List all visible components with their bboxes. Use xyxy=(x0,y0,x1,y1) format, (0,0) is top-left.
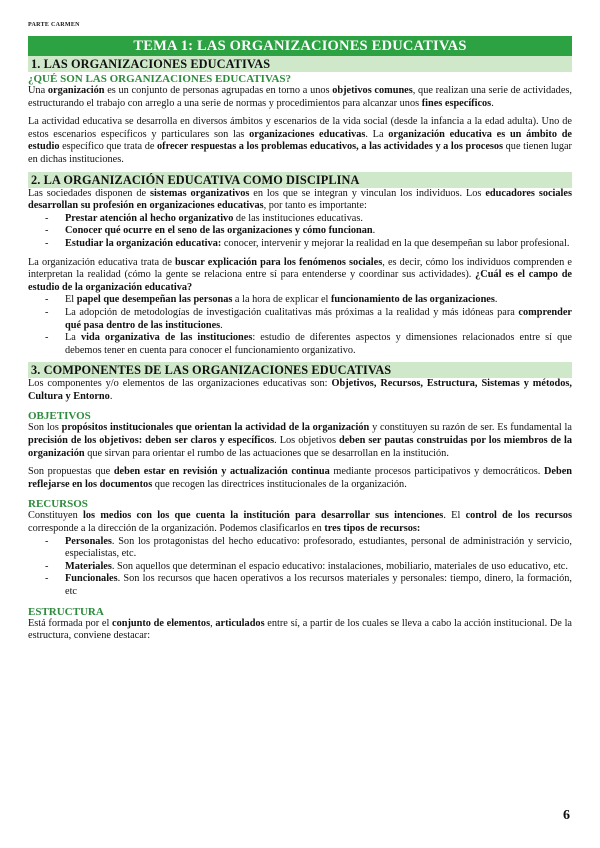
list-item: - Personales. Son los protagonistas del hecho educativo: profesorado, estudiantes, personal de administración y servicio, especialistas, etc. xyxy=(65,536,572,561)
page-content xyxy=(28,36,572,643)
list-item: - Funcionales. Son los recursos que hacen operativos a los recursos materiales y personales: tiempo, dinero, la formación, etc xyxy=(65,573,572,598)
subheading-estructura: ESTRUCTURA xyxy=(28,605,104,618)
list-item: - La adopción de metodologías de investigación cualitativas más próximas a la realidad y más idóneas para comprender qué pasa dentro de las instituciones. xyxy=(65,307,572,332)
paragraph: Una organización es un conjunto de personas agrupadas en torno a unos objetivos comunes, que realizan una serie de actividades, estructurando el trabajo con arreglo a una serie de normas y procedimientos para alcanzar unos fines específicos. xyxy=(28,85,572,109)
list-item: - El papel que desempeñan las personas a la hora de explicar el funcionamiento de las organizaciones. xyxy=(65,294,572,307)
paragraph: La actividad educativa se desarrolla en diversos ámbitos y escenarios de la vida social (desde la infancia a la edad adulta). Uno de estos escenarios específicos y particulares son las organizaciones educativas. La organización educativa es un ámbito de estudio específico que trata de ofrecer respuestas a los problemas educativos, a las actividades y a los procesos que tienen lugar en dichas instituciones. xyxy=(28,116,573,165)
running-header: PARTE CARMEN xyxy=(28,22,80,28)
subheading-recursos: RECURSOS xyxy=(28,498,88,511)
paragraph: Constituyen los medios con los que cuenta la institución para desarrollar sus intenciones. El control de los recursos corresponde a la dirección de la organización. Podemos clasificarlos en tres tipos de recursos: xyxy=(28,510,572,535)
bullet-list xyxy=(28,213,572,251)
list-item: - Estudiar la organización educativa: conocer, intervenir y mejorar la realidad en la que desempeñan su labor profesional. xyxy=(65,238,572,251)
section-heading-1: 1. LAS ORGANIZACIONES EDUCATIVAS xyxy=(28,56,572,72)
paragraph: La organización educativa trata de buscar explicación para los fenómenos sociales, es decir, cómo los individuos comprenden e interpretan la realidad (cómo la gente se relaciona entre sí para entenderse y coordinar sus actividades). ¿Cuál es el campo de estudio de la organización educativa? xyxy=(28,256,572,293)
section-heading-3: 3. COMPONENTES DE LAS ORGANIZACIONES EDUCATIVAS xyxy=(28,362,572,378)
paragraph: Los componentes y/o elementos de las organizaciones educativas son: Objetivos, Recursos, Estructura, Sistemas y métodos, Cultura y Entorno. xyxy=(28,378,572,402)
subheading-que-son: ¿QUÉ SON LAS ORGANIZACIONES EDUCATIVAS? xyxy=(28,73,292,85)
section-heading-2: 2. LA ORGANIZACIÓN EDUCATIVA COMO DISCIPLINA xyxy=(28,172,572,188)
list-item: - La vida organizativa de las instituciones: estudio de diferentes aspectos y dimensiones relacionados entre sí que debemos tener en cuenta para conocer el funcionamiento organizativo. xyxy=(65,332,572,357)
paragraph: Está formada por el conjunto de elementos, articulados entre sí, a partir de los cuales se lleva a cabo la acción institucional. De la estructura, conviene destacar: xyxy=(28,617,572,642)
list-item: - Prestar atención al hecho organizativo de las instituciones educativas. xyxy=(65,213,572,226)
bullet-list xyxy=(28,294,572,357)
page-title: TEMA 1: LAS ORGANIZACIONES EDUCATIVAS xyxy=(28,36,572,56)
list-item: - Conocer qué ocurre en el seno de las organizaciones y cómo funcionan. xyxy=(65,225,572,238)
subheading-objetivos: OBJETIVOS xyxy=(28,410,91,423)
paragraph: Son los propósitos institucionales que orientan la actividad de la organización y constituyen su razón de ser. Es fundamental la precisión de los objetivos: deben ser claros y específicos. Los objetivos deben ser pautas construidas por los miembros de la organización que sirvan para orientar el rumbo de las actuaciones que se desarrollan en la institución. xyxy=(28,422,573,459)
bullet-list xyxy=(28,536,572,599)
list-item: - Materiales. Son aquellos que determinan el espacio educativo: instalaciones, mobiliario, materiales de uso educativo, etc. xyxy=(65,561,572,574)
page-number: 6 xyxy=(563,808,570,823)
paragraph: Son propuestas que deben estar en revisión y actualización continua mediante procesos participativos y democráticos. Deben reflejarse en los documentos que recogen las directrices institucionales de la organización. xyxy=(28,466,572,490)
paragraph: Las sociedades disponen de sistemas organizativos en los que se integran y vinculan los individuos. Los educadores sociales desarrollan su profesión en organizaciones educativas, por tanto es importante: xyxy=(28,187,572,212)
